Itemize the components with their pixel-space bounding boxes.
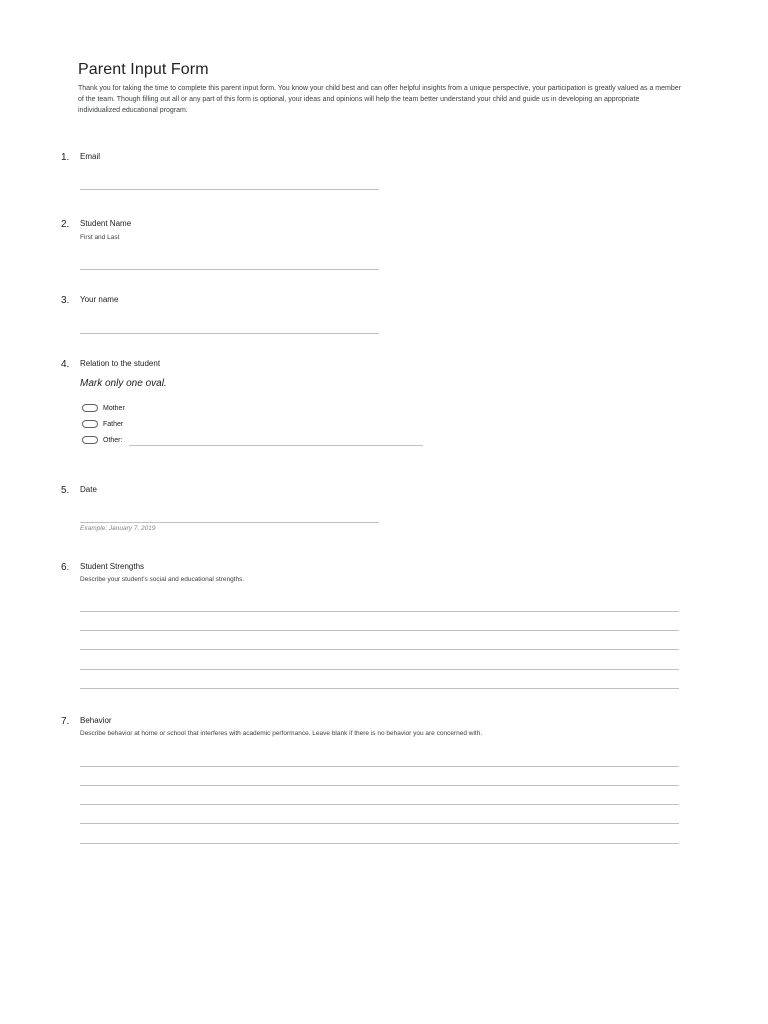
option-label-other: Other: [103, 436, 123, 444]
question-title-date: Date [80, 485, 97, 494]
question-title-student-strengths: Student Strengths [80, 562, 145, 571]
option-father[interactable] [82, 419, 123, 429]
question-number-4: 4. [61, 359, 70, 370]
date-example: Example: January 7, 2019 [80, 525, 156, 532]
radio-oval-icon[interactable] [82, 420, 98, 428]
behavior-answer-line[interactable] [80, 843, 679, 844]
mark-only-one-instruction: Mark only one oval. [80, 378, 167, 389]
email-answer-line[interactable] [80, 189, 379, 190]
question-number-2: 2. [61, 219, 70, 230]
radio-oval-icon[interactable] [82, 436, 98, 444]
radio-oval-icon[interactable] [82, 404, 98, 412]
option-mother[interactable] [82, 403, 125, 413]
question-number-3: 3. [61, 295, 70, 306]
student-name-answer-line[interactable] [80, 269, 379, 270]
date-answer-line[interactable] [80, 522, 379, 523]
form-title: Parent Input Form [78, 61, 209, 78]
behavior-answer-line[interactable] [80, 823, 679, 824]
question-description-behavior: Describe behavior at home or school that interferes with academic performance. Leave blank if there is no behavior you are concerned with. [80, 730, 483, 737]
your-name-answer-line[interactable] [80, 333, 379, 334]
question-number-1: 1. [61, 152, 70, 163]
question-title-email: Email [80, 152, 101, 161]
question-number-7: 7. [61, 716, 70, 727]
strengths-answer-line[interactable] [80, 649, 679, 650]
strengths-answer-line[interactable] [80, 630, 679, 631]
question-title-behavior: Behavior [80, 716, 112, 725]
question-description-student-strengths: Describe your student's social and educational strengths. [80, 576, 245, 583]
question-title-relation: Relation to the student [80, 359, 161, 368]
question-number-6: 6. [61, 562, 70, 573]
behavior-answer-line[interactable] [80, 766, 679, 767]
option-label-father: Father [103, 420, 124, 428]
strengths-answer-line[interactable] [80, 611, 679, 612]
strengths-answer-line[interactable] [80, 688, 679, 689]
option-other[interactable] [82, 435, 122, 445]
behavior-answer-line[interactable] [80, 804, 679, 805]
strengths-answer-line[interactable] [80, 669, 679, 670]
behavior-answer-line[interactable] [80, 785, 679, 786]
question-title-student-name: Student Name [80, 219, 132, 228]
option-label-mother: Mother [103, 404, 125, 412]
form-intro: Thank you for taking the time to complete this parent input form. You know your child best and can offer helpful insights from a unique perspective, your participation is greatly valued as a member of the team. Though filling out all or any part of this form is optional, your ideas and opinions will help the team better understand your child and guide us in developing an appropriate individualized educational program. [78, 85, 681, 114]
question-number-5: 5. [61, 485, 70, 496]
question-description-student-name: First and Last [80, 234, 120, 241]
question-title-your-name: Your name [80, 295, 119, 304]
other-answer-line[interactable] [129, 445, 423, 446]
